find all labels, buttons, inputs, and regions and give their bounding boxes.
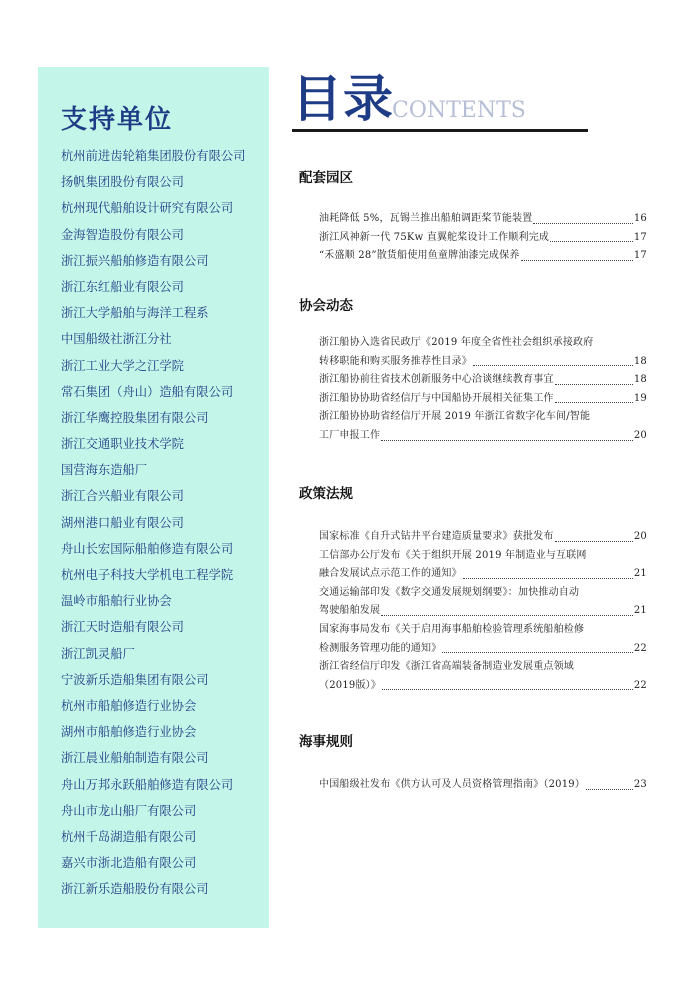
sponsor-item: 杭州电子科技大学机电工程学院	[61, 568, 234, 582]
entry-line	[319, 229, 647, 248]
toc-entry[interactable]	[319, 210, 647, 229]
sponsor-item: 浙江新乐造船股份有限公司	[61, 882, 209, 897]
toc-subtitle: CONTENTS	[392, 98, 526, 123]
sponsor-item: 浙江天时造船有限公司	[61, 620, 184, 635]
sponsor-item: 国营海东造船厂	[61, 463, 148, 478]
page-number: 22	[633, 642, 647, 654]
sponsor-item: 嘉兴市浙北造船有限公司	[61, 856, 197, 871]
sponsor-item: 舟山市龙山船厂有限公司	[61, 803, 197, 818]
sponsor-item: 浙江合兴船业有限公司	[61, 489, 184, 504]
toc-entry[interactable]	[319, 247, 647, 266]
dot-leader	[533, 223, 632, 224]
toc-entries	[319, 334, 647, 446]
entry-title: “禾盛顺 28”散货船使用鱼童牌油漆完成保养	[319, 250, 520, 262]
dot-leader	[555, 541, 633, 542]
toc-entry[interactable]	[319, 658, 647, 695]
sponsor-item: 杭州前进齿轮箱集团股份有限公司	[61, 149, 246, 163]
page-number: 21	[633, 605, 647, 617]
toc-entry[interactable]	[319, 528, 647, 547]
page-number: 17	[633, 231, 647, 243]
sponsor-item: 浙江东红船业有限公司	[61, 279, 184, 294]
section-title: 海事规则	[299, 734, 353, 750]
entry-title: （2019版）》	[319, 679, 382, 691]
page-number: 22	[633, 679, 647, 691]
page-number: 20	[633, 429, 647, 441]
entry-title: 转移职能和购买服务推荐性目录》	[319, 355, 472, 367]
sponsor-item: 扬帆集团股份有限公司	[61, 175, 184, 190]
section-haishi	[299, 734, 649, 790]
entry-title: 浙江船协前往省技术创新服务中心洽谈继续教育事宜	[319, 374, 554, 386]
entry-line	[319, 547, 647, 566]
section-xiehui	[299, 298, 649, 441]
sponsor-item: 浙江华鹰控股集团有限公司	[61, 410, 209, 425]
entry-title: 国家标准《自升式钻井平台建造质量要求》获批发布	[319, 531, 554, 542]
entry-line	[319, 776, 647, 795]
sponsor-item: 浙江交通职业技术学院	[61, 437, 184, 452]
dot-leader	[381, 615, 633, 616]
dot-leader	[382, 689, 633, 690]
dot-leader	[442, 652, 632, 653]
entry-line	[319, 210, 647, 229]
sponsor-item: 浙江凯灵船厂	[61, 646, 135, 661]
sponsor-item: 金海智造股份有限公司	[61, 227, 184, 242]
entry-title: 中国船级社发布《供方认可及人员资格管理指南》（2019）	[319, 779, 586, 790]
entry-title: 交通运输部印发《数字交通发展规划纲要》：加快推动自动	[319, 586, 580, 598]
dot-leader	[381, 440, 633, 441]
sponsor-item: 杭州现代船舶设计研究有限公司	[61, 201, 234, 216]
toc-entries	[319, 776, 647, 795]
sponsor-item: 舟山长宏国际船舶修造有限公司	[61, 541, 234, 556]
entry-title: 工信部办公厅发布《关于组织开展 2019 年制造业与互联网	[319, 549, 587, 561]
sponsor-item: 杭州千岛湖造船有限公司	[61, 829, 197, 844]
entry-line	[319, 677, 647, 696]
sponsor-item: 宁波新乐造船集团有限公司	[61, 672, 209, 687]
section-peitao	[299, 170, 649, 262]
toc-entry[interactable]	[319, 334, 647, 371]
entry-line	[319, 658, 647, 677]
entry-line	[319, 408, 647, 427]
entry-line	[319, 640, 647, 659]
entry-title: 国家海事局发布《关于启用海事船舶检验管理系统船舶检修	[319, 623, 585, 635]
section-title: 协会动态	[299, 298, 353, 314]
entry-line	[319, 353, 647, 372]
sponsor-item: 浙江大学船舶与海洋工程系	[61, 306, 209, 321]
dot-leader	[550, 241, 633, 242]
entry-title: 检测服务管理功能的通知》	[319, 642, 442, 654]
page-number: 23	[633, 779, 647, 790]
section-title: 配套园区	[299, 170, 353, 186]
toc-entry[interactable]	[319, 371, 647, 390]
dot-leader	[555, 402, 633, 403]
dot-leader	[521, 260, 633, 261]
dot-leader	[586, 789, 633, 790]
sponsor-item: 常石集团（舟山）造船有限公司	[61, 384, 234, 399]
header-divider	[292, 129, 588, 132]
entry-title: 浙江船协入选省民政厅《2019 年度全省性社会组织承接政府	[319, 337, 594, 348]
toc-entry[interactable]	[319, 776, 647, 795]
entry-title: 融合发展试点示范工作的通知》	[319, 568, 462, 580]
entry-line	[319, 528, 647, 547]
entry-line	[319, 247, 647, 266]
entry-title: 浙江船协协助省经信厅开展 2019 年浙江省数字化车间/智能	[319, 411, 591, 423]
page-number: 18	[633, 374, 647, 386]
toc-entry[interactable]	[319, 584, 647, 621]
sponsor-list	[61, 147, 266, 906]
sponsor-item: 浙江工业大学之江学院	[61, 358, 184, 373]
sponsor-item: 湖州市船舶修造行业协会	[61, 725, 197, 740]
toc-entry[interactable]	[319, 547, 647, 584]
toc-entry[interactable]	[319, 390, 647, 409]
entry-title: 浙江省经信厅印发《浙江省高端装备制造业发展重点领域	[319, 661, 574, 673]
sponsor-item: 杭州市船舶修造行业协会	[61, 698, 197, 713]
entry-line	[319, 390, 647, 409]
entry-line	[319, 602, 647, 621]
toc-header	[292, 70, 592, 130]
entry-line	[319, 371, 647, 390]
entry-title: 工厂申报工作	[319, 429, 381, 441]
toc-entry[interactable]	[319, 408, 647, 445]
page-number: 20	[633, 531, 647, 542]
sponsor-item: 中国船级社浙江分社	[61, 332, 172, 347]
page-number: 18	[633, 355, 647, 367]
dot-leader	[463, 578, 633, 579]
entry-line	[319, 565, 647, 584]
section-zhengce	[299, 486, 649, 691]
toc-entry[interactable]	[319, 229, 647, 248]
dot-leader	[555, 384, 633, 385]
page-number: 19	[633, 392, 647, 404]
dot-leader	[473, 365, 633, 366]
entry-line	[319, 584, 647, 603]
sponsor-item: 浙江振兴船舶修造有限公司	[61, 253, 209, 268]
page-number: 16	[633, 213, 647, 224]
sponsor-item: 温岭市船舶行业协会	[61, 594, 172, 609]
sponsor-item: 浙江晨业船舶制造有限公司	[61, 751, 209, 766]
entry-title: 浙江船协协助省经信厅与中国船协开展相关征集工作	[319, 392, 554, 404]
entry-title: 浙江风神新一代 75Kw 直翼舵桨设计工作顺利完成	[319, 231, 550, 243]
entry-title: 驾驶船舶发展	[319, 605, 381, 617]
toc-entry[interactable]	[319, 621, 647, 658]
toc-entries	[319, 210, 647, 266]
page-number: 17	[633, 250, 647, 262]
entry-line	[319, 621, 647, 640]
entry-line	[319, 427, 647, 446]
sponsor-item: 湖州港口船业有限公司	[61, 515, 184, 530]
sponsor-item: 舟山万邦永跃船舶修造有限公司	[61, 777, 234, 792]
sidebar-title: 支持单位	[61, 105, 174, 135]
page-number: 21	[633, 568, 647, 580]
entry-line	[319, 334, 647, 353]
section-title: 政策法规	[299, 486, 353, 502]
entry-title: 油耗降低 5%，瓦锡兰推出船舶调距桨节能装置	[319, 213, 533, 224]
sponsor-sidebar	[38, 67, 269, 928]
toc-title: 目录	[292, 69, 394, 128]
toc-entries	[319, 528, 647, 695]
